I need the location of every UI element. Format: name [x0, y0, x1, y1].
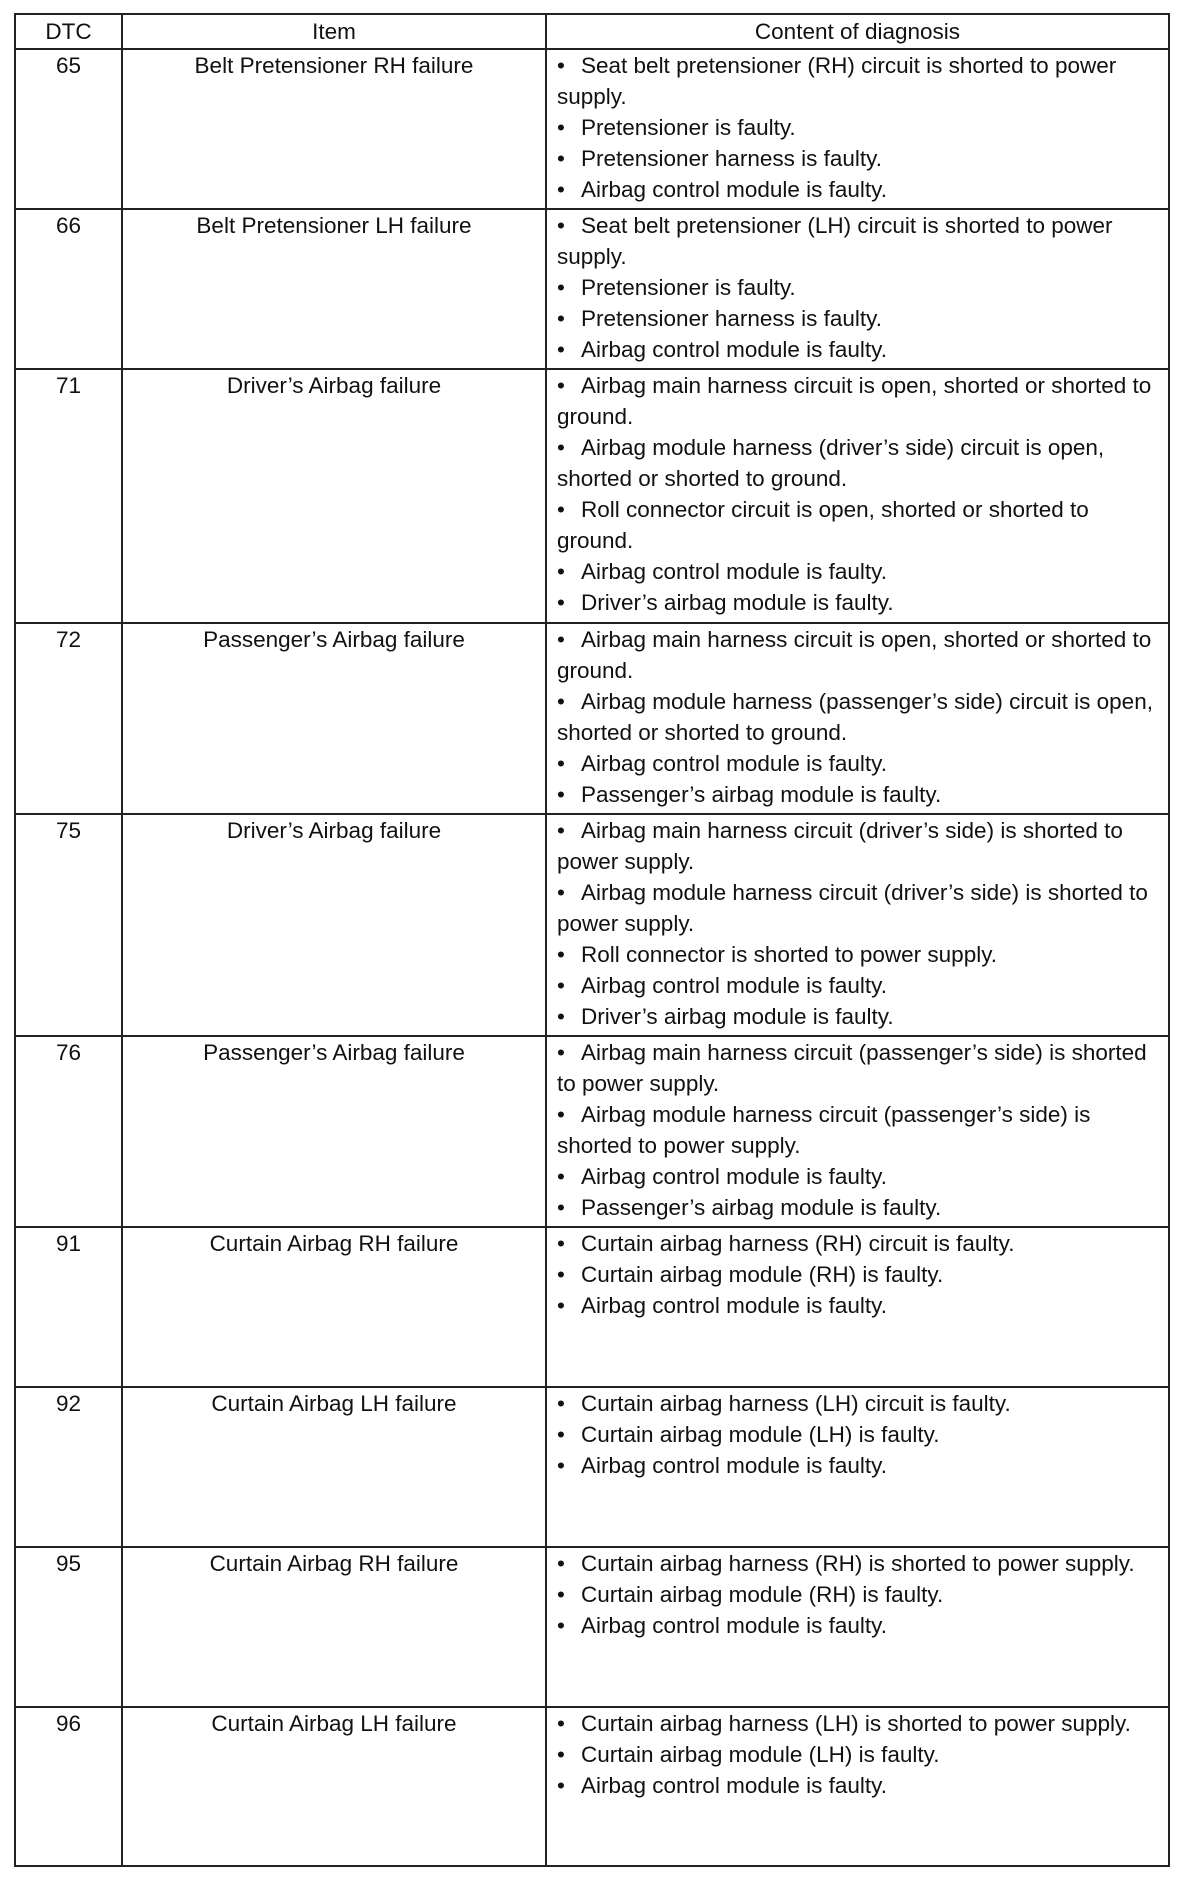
diagnosis-line: • Airbag module harness circuit (driver’s side) is shorted to power supply. — [557, 877, 1158, 939]
dtc-code: 72 — [15, 623, 122, 814]
diagnosis-content — [546, 369, 1169, 623]
diagnosis-content — [546, 623, 1169, 814]
table-row — [15, 1387, 1169, 1547]
diagnosis-line: • Curtain airbag harness (LH) is shorted to power supply. — [557, 1708, 1158, 1739]
diagnosis-line: • Pretensioner harness is faulty. — [557, 143, 1158, 174]
diagnosis-line: • Curtain airbag harness (RH) is shorted to power supply. — [557, 1548, 1158, 1579]
dtc-item: Belt Pretensioner LH failure — [122, 209, 546, 369]
diagnosis-line: • Passenger’s airbag module is faulty. — [557, 779, 1158, 810]
diagnosis-line: • Airbag module harness (driver’s side) circuit is open, shorted or shorted to ground. — [557, 432, 1158, 494]
dtc-item: Driver’s Airbag failure — [122, 369, 546, 623]
diagnosis-line: • Pretensioner is faulty. — [557, 272, 1158, 303]
dtc-code: 91 — [15, 1227, 122, 1387]
diagnosis-line: • Roll connector is shorted to power supply. — [557, 939, 1158, 970]
dtc-code: 92 — [15, 1387, 122, 1547]
diagnosis-line: • Seat belt pretensioner (RH) circuit is shorted to power supply. — [557, 50, 1158, 112]
diagnosis-content — [546, 1036, 1169, 1227]
table-row — [15, 209, 1169, 369]
diagnosis-content — [546, 49, 1169, 209]
dtc-code: 95 — [15, 1547, 122, 1707]
dtc-code: 65 — [15, 49, 122, 209]
diagnosis-line: • Airbag main harness circuit (passenger’s side) is shorted to power supply. — [557, 1037, 1158, 1099]
dtc-code: 71 — [15, 369, 122, 623]
table-row — [15, 369, 1169, 623]
diagnosis-content — [546, 209, 1169, 369]
diagnosis-content — [546, 1387, 1169, 1547]
diagnosis-line: • Airbag module harness (passenger’s side) circuit is open, shorted or shorted to ground. — [557, 686, 1158, 748]
diagnosis-line: • Airbag control module is faulty. — [557, 174, 1158, 205]
diagnosis-line: • Pretensioner is faulty. — [557, 112, 1158, 143]
diagnosis-line: • Curtain airbag harness (RH) circuit is faulty. — [557, 1228, 1158, 1259]
diagnosis-line: • Curtain airbag module (LH) is faulty. — [557, 1419, 1158, 1450]
diagnosis-line: • Airbag control module is faulty. — [557, 556, 1158, 587]
diagnosis-line: • Roll connector circuit is open, shorted or shorted to ground. — [557, 494, 1158, 556]
dtc-code: 76 — [15, 1036, 122, 1227]
diagnosis-line: • Curtain airbag module (RH) is faulty. — [557, 1259, 1158, 1290]
diagnosis-line: • Airbag control module is faulty. — [557, 1770, 1158, 1801]
dtc-item: Curtain Airbag LH failure — [122, 1707, 546, 1866]
diagnosis-content — [546, 1707, 1169, 1866]
header-dtc: DTC — [15, 14, 122, 49]
table-row — [15, 623, 1169, 814]
diagnosis-line: • Passenger’s airbag module is faulty. — [557, 1192, 1158, 1223]
diagnosis-line: • Airbag module harness circuit (passenger’s side) is shorted to power supply. — [557, 1099, 1158, 1161]
table-row — [15, 49, 1169, 209]
dtc-item: Belt Pretensioner RH failure — [122, 49, 546, 209]
diagnosis-line: • Airbag control module is faulty. — [557, 1161, 1158, 1192]
table-row — [15, 814, 1169, 1036]
header-item: Item — [122, 14, 546, 49]
diagnosis-line: • Pretensioner harness is faulty. — [557, 303, 1158, 334]
dtc-item: Curtain Airbag LH failure — [122, 1387, 546, 1547]
diagnosis-line: • Airbag main harness circuit is open, shorted or shorted to ground. — [557, 624, 1158, 686]
diagnosis-line: • Curtain airbag module (RH) is faulty. — [557, 1579, 1158, 1610]
table-row — [15, 1547, 1169, 1707]
table-row — [15, 1707, 1169, 1866]
diagnosis-line: • Airbag main harness circuit is open, shorted or shorted to ground. — [557, 370, 1158, 432]
dtc-item: Passenger’s Airbag failure — [122, 1036, 546, 1227]
table-row — [15, 1227, 1169, 1387]
diagnosis-line: • Curtain airbag module (LH) is faulty. — [557, 1739, 1158, 1770]
diagnosis-line: • Airbag control module is faulty. — [557, 1610, 1158, 1641]
table-row — [15, 1036, 1169, 1227]
diagnosis-line: • Airbag main harness circuit (driver’s side) is shorted to power supply. — [557, 815, 1158, 877]
diagnosis-content — [546, 1547, 1169, 1707]
header-content: Content of diagnosis — [546, 14, 1169, 49]
diagnosis-line: • Airbag control module is faulty. — [557, 970, 1158, 1001]
diagnosis-line: • Airbag control module is faulty. — [557, 748, 1158, 779]
diagnosis-line: • Driver’s airbag module is faulty. — [557, 1001, 1158, 1032]
diagnosis-content — [546, 814, 1169, 1036]
dtc-table — [14, 13, 1170, 1867]
header-row — [15, 14, 1169, 49]
diagnosis-content — [546, 1227, 1169, 1387]
diagnosis-line: • Airbag control module is faulty. — [557, 334, 1158, 365]
dtc-code: 66 — [15, 209, 122, 369]
diagnosis-line: • Driver’s airbag module is faulty. — [557, 587, 1158, 618]
dtc-code: 96 — [15, 1707, 122, 1866]
dtc-item: Driver’s Airbag failure — [122, 814, 546, 1036]
diagnosis-line: • Seat belt pretensioner (LH) circuit is shorted to power supply. — [557, 210, 1158, 272]
dtc-item: Passenger’s Airbag failure — [122, 623, 546, 814]
dtc-item: Curtain Airbag RH failure — [122, 1547, 546, 1707]
diagnosis-line: • Curtain airbag harness (LH) circuit is faulty. — [557, 1388, 1158, 1419]
diagnosis-line: • Airbag control module is faulty. — [557, 1450, 1158, 1481]
dtc-item: Curtain Airbag RH failure — [122, 1227, 546, 1387]
dtc-code: 75 — [15, 814, 122, 1036]
diagnosis-line: • Airbag control module is faulty. — [557, 1290, 1158, 1321]
